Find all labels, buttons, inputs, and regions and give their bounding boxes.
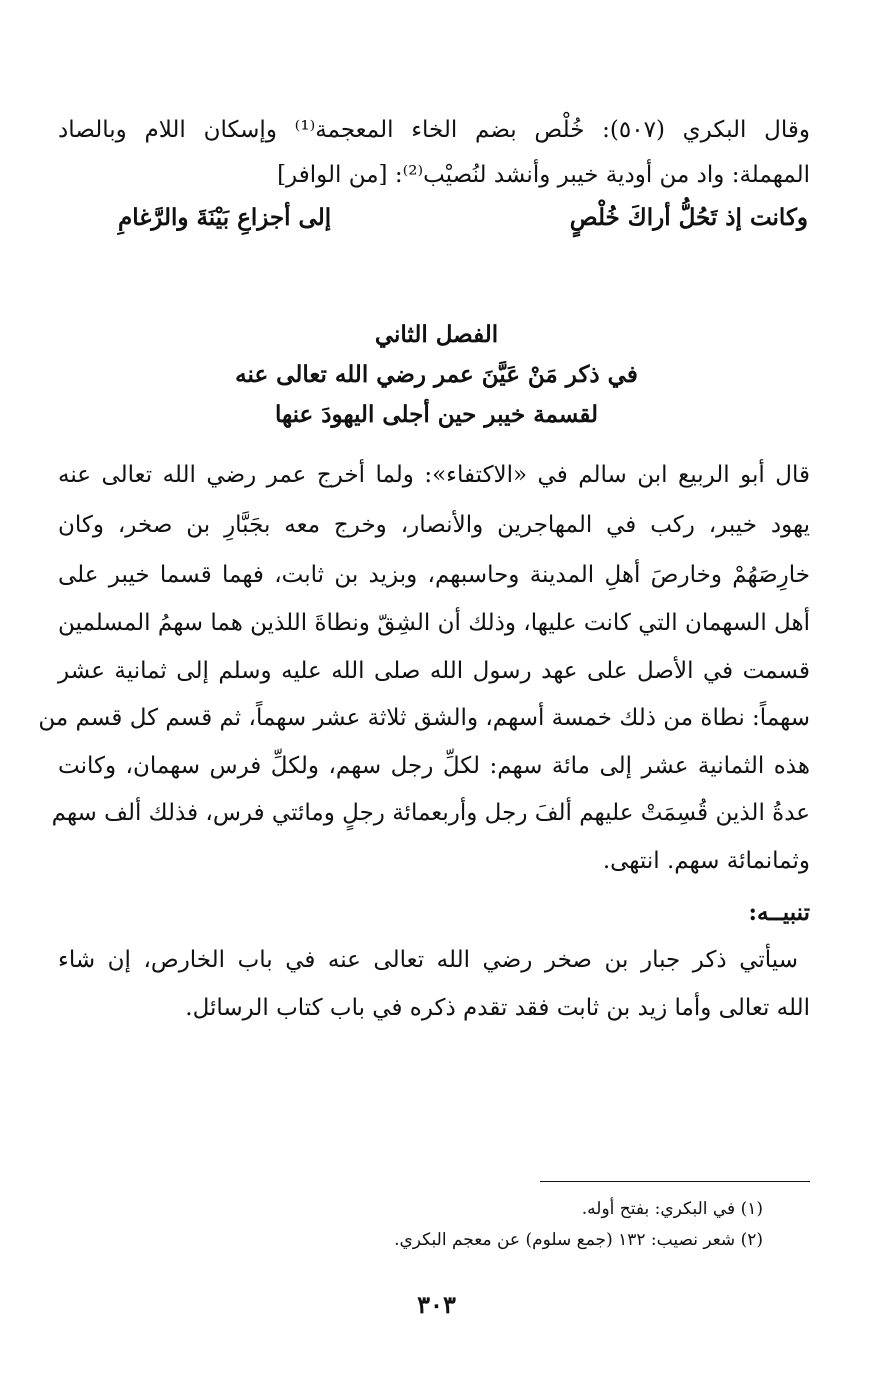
main-paragraph-line-9: وثمانمائة سهم. انتهى. [602, 848, 810, 874]
top-paragraph-line-1: وقال البكري (٥٠٧): خُلْص بضم الخاء المعجمة⁽¹⁾ وإسكان اللام وبالصاد [58, 117, 810, 143]
main-paragraph-line-8: عدةُ الذين قُسِمَتْ عليهم ألفَ رجل وأربعمائة رجلٍ ومائتي فرس، فذلك ألف سهم [51, 800, 810, 826]
footnote-1: (١) في البكري: بفتح أوله. [581, 1199, 763, 1219]
verse-first-hemistich: وكانت إذ تَحُلُّ أراكَ خُلْصٍ [569, 204, 808, 231]
main-paragraph-line-1: قال أبو الربيع ابن سالم في «الاكتفاء»: ولما أخرج عمر رضي الله تعالى عنه [58, 462, 810, 488]
chapter-title: الفصل الثاني [374, 321, 499, 348]
main-paragraph-line-6: سهماً: نطاة من ذلك خمسة أسهم، والشق ثلاثة عشر سهماً، ثم قسم كل قسم من [38, 705, 810, 731]
note-line-1: سيأتي ذكر جبار بن صخر رضي الله تعالى عنه في باب الخارص، إن شاء [58, 947, 798, 973]
main-paragraph-line-2: يهود خيبر، ركب في المهاجرين والأنصار، وخرج معه بجَبَّارِ بن صخر، وكان [58, 512, 810, 538]
note-line-2: الله تعالى وأما زيد بن ثابت فقد تقدم ذكره في باب كتاب الرسائل. [185, 995, 810, 1021]
main-paragraph-line-5: قسمت في الأصل على عهد رسول الله صلى الله عليه وسلم إلى ثمانية عشر [58, 658, 810, 684]
page-number: ٣٠٣ [417, 1290, 456, 1319]
top-paragraph-line-2: المهملة: واد من أودية خيبر وأنشد لنُصيْب⁽²⁾: [من الوافر] [277, 162, 810, 188]
chapter-subtitle-line-2: لقسمة خيبر حين أجلى اليهودَ عنها [274, 401, 598, 428]
footnote-separator [540, 1181, 810, 1182]
main-paragraph-line-4: أهل السهمان التي كانت عليها، وذلك أن الشِقّ ونطاةَ اللذين هما سهمُ المسلمين [58, 610, 810, 636]
footnote-2: (٢) شعر نصيب: ١٣٢ (جمع سلوم) عن معجم البكري. [394, 1230, 763, 1250]
verse-second-hemistich: إلى أجزاعِ بَيْنَةَ والرَّغامِ [118, 204, 332, 231]
chapter-subtitle-line-1: في ذكر مَنْ عَيَّنَ عمر رضي الله تعالى عنه [235, 361, 638, 388]
note-heading: تنبيــه: [748, 899, 810, 926]
main-paragraph-line-7: هذه الثمانية عشر إلى مائة سهم: لكلِّ رجل سهم، ولكلِّ فرس سهمان، وكانت [58, 753, 810, 779]
main-paragraph-line-3: خارِصَهُمْ وخارصَ أهلِ المدينة وحاسبهم، وبزيد بن ثابت، فهما قسما خيبر على [58, 562, 810, 588]
